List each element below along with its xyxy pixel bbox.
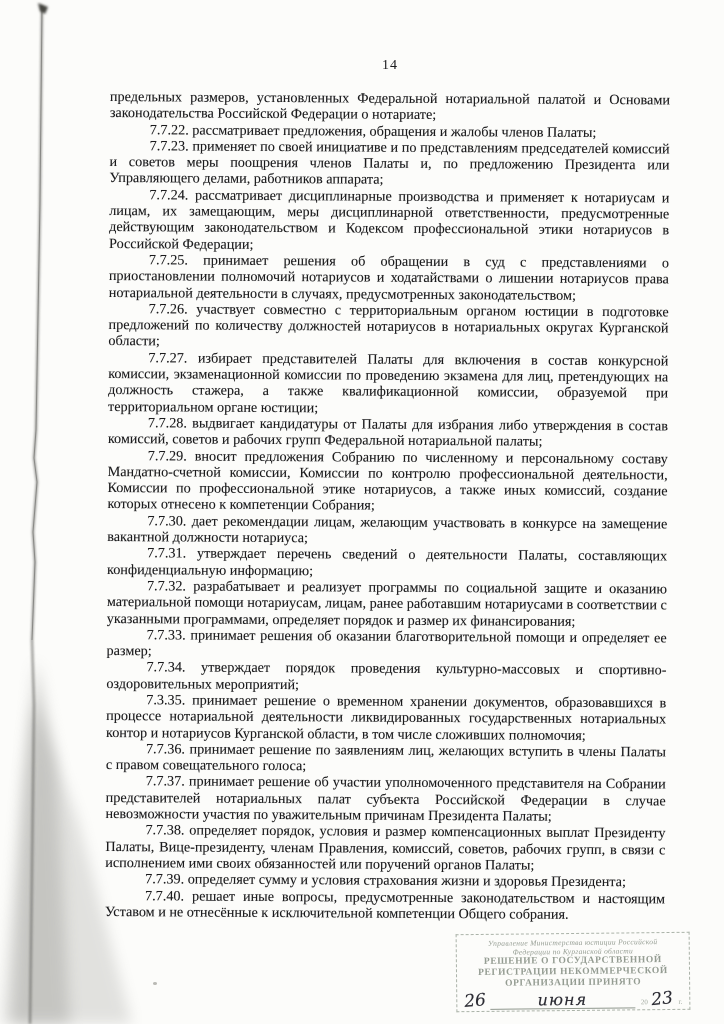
paragraph: 7.7.31. утверждает перечень сведений о деятельности Палаты, составляющих конфиденциальную информацию;	[107, 545, 668, 579]
stamp-year-prefix: 20	[640, 998, 648, 1007]
date-underline	[490, 989, 635, 1010]
paragraph: 7.3.35. принимает решение о временном хранении документов, образовавшихся в процессе нотариальной деятельности ликвидированных государственных нотариальных контор и нотариусов Курганской области, в том числе сложивших полномочия;	[106, 692, 667, 744]
paragraph: 7.7.32. разрабатывает и реализует программы по социальной защите и оказанию материальной помощи нотариусам, лицам, ранее работавшим нотариусами в соответствии с указанными программами, определяет порядок и размер их финансирования;	[106, 578, 668, 630]
scan-speck	[153, 982, 157, 985]
paragraph: 7.7.29. вносит предложения Собранию по численному и персональному составу Мандатно-счетной комиссии, Комиссии по контролю профессиональной деятельности, Комиссии по профессиональной этике нотариусов, а также иных комиссий, создание которых отнесено к компетенции Собрания;	[107, 447, 668, 515]
paragraph: 7.7.34. утверждает порядок проведения культурно-массовых и спортивно-оздоровительных мероприятий;	[106, 659, 667, 693]
paragraph: 7.7.40. решает иные вопросы, предусмотренные законодательством и настоящим Уставом и не отнесённые к исключительной компетенции Общего собрания.	[104, 887, 666, 923]
stamp-title-line: ОРГАНИЗАЦИИ ПРИНЯТО	[505, 977, 642, 989]
page-number: 14	[382, 58, 398, 73]
registration-stamp	[456, 932, 691, 1012]
paragraph: 7.7.30. дает рекомендации лицам, желающим участвовать в конкурсе на замещение вакантной должности нотариуса;	[107, 512, 668, 547]
stamp-org-line: Федерации по Курганской области	[512, 946, 634, 957]
paragraph: 7.7.39. определяет сумму и условия страхования жизни и здоровья Президента;	[145, 871, 626, 891]
paragraph: 7.7.23. применяет по своей инициативе и по представлениям председателей комиссий и советов меры поощрения членов Палаты и, по предложению Президента или Управляющего делами, работников аппарата;	[109, 138, 670, 189]
document-body	[105, 89, 670, 924]
paragraph: 7.7.26. участвует совместно с территориальным органом юстиции в подготовке предложений по количеству должностей нотариусов в нотариальных округах Курганской области;	[108, 301, 669, 350]
stamp-year-suffix: г.	[678, 997, 683, 1006]
paragraph: 7.7.37. принимает решение об участии уполномоченного представителя на Собрании представителей нотариальных палат субъекта Российской Федерации в случае невозможности участия по уважительным причинам Президента Палаты;	[105, 773, 666, 825]
paragraph: 7.7.22. рассматривает предложения, обращения и жалобы членов Палаты;	[149, 121, 597, 141]
paragraph: 7.7.25. принимает решения об обращении в суд с представлениями о приостановлении полномочий нотариусов и ходатайствами о лишении нотариусов права нотариальной деятельности в случаях, предусмотренных законодательством;	[108, 252, 669, 304]
paragraph: 7.7.33. принимает решения об оказании благотворительной помощи и определяет ее размер;	[106, 627, 667, 660]
paragraph: предельных размеров, установленных Федеральной нотариальной палатой и Основами законодательства Российской Федерации о нотариате;	[109, 89, 670, 124]
handwritten-day: 26	[463, 990, 487, 1012]
paragraph: 7.7.28. выдвигает кандидатуры от Палаты для избрания либо утверждения в состав комиссий, советов и рабочих групп Федеральной нотариальной палаты;	[107, 415, 668, 450]
paragraph: 7.7.38. определяет порядок, условия и размер компенсационных выплат Президенту Палаты, Вице-президенту, членам Правления, комиссий, советов, рабочих групп, в связи с исполнением ими своих обязанностей или поручений органов Палаты;	[105, 822, 666, 874]
stamp-date-row	[462, 989, 684, 1011]
stamp-title-line: РЕШЕНИЕ О ГОСУДАРСТВЕННОЙ	[483, 955, 662, 967]
paragraph: 7.7.24. рассматривает дисциплинарные производства и применяет к нотариусам и лицам, их замещающим, меры дисциплинарной ответственности, предусмотренные действующим законодательством и Кодексом профессиональной этики нотариусов в Российской Федерации;	[109, 187, 670, 253]
handwritten-month: июня	[537, 989, 588, 1010]
handwritten-year: 23	[649, 988, 674, 1011]
paragraph: 7.7.27. избирает представителей Палаты для включения в состав конкурсной комиссии, экзаменационной комиссии по проведению экзамена для лиц, претендующих на должность стажера, а также квалификационной комиссии, образуемой при территориальном органе юстиции;	[108, 349, 669, 416]
paragraph: 7.7.36. принимает решение по заявлениям лиц, желающих вступить в члены Палаты с правом совещательного голоса;	[105, 741, 667, 775]
stamp-title-line: РЕГИСТРАЦИИ НЕКОММЕРЧЕСКОЙ	[478, 966, 668, 978]
stamp-org-line: Управление Министерства юстиции Российской	[487, 937, 658, 948]
